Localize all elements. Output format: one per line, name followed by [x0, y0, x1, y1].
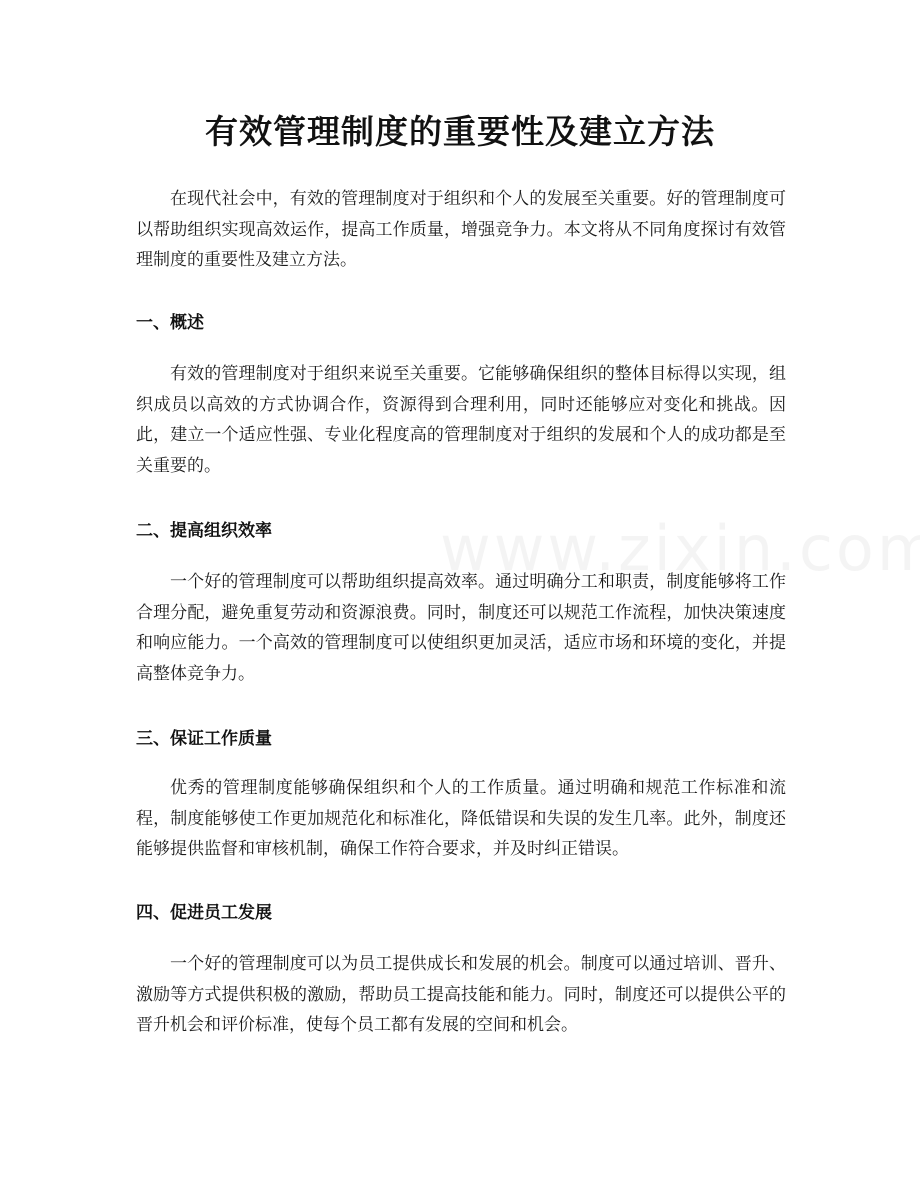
section-body-efficiency: 一个好的管理制度可以帮助组织提高效率。通过明确分工和职责，制度能够将工作合理分配，避免重复劳动和资源浪费。同时，制度还可以规范工作流程，加快决策速度和响应能力。一个高效的管理制度可以使组织更加灵活，适应市场和环境的变化，并提高整体竞争力。 — [136, 572, 786, 684]
section-heading-overview: 一、概述 — [136, 313, 204, 333]
intro-paragraph: 在现代社会中，有效的管理制度对于组织和个人的发展至关重要。好的管理制度可以帮助组织实现高效运作，提高工作质量，增强竞争力。本文将从不同角度探讨有效管理制度的重要性及建立方法。 — [136, 189, 786, 270]
section-heading-employee-development: 四、促进员工发展 — [136, 903, 272, 923]
document-title: 有效管理制度的重要性及建立方法 — [205, 112, 715, 151]
section-heading-quality: 三、保证工作质量 — [136, 729, 272, 749]
section-body-employee-development: 一个好的管理制度可以为员工提供成长和发展的机会。制度可以通过培训、晋升、激励等方式提供积极的激励，帮助员工提高技能和能力。同时，制度还可以提供公平的晋升机会和评价标准，使每个员工都有发展的空间和机会。 — [136, 954, 786, 1035]
section-body-quality: 优秀的管理制度能够确保组织和个人的工作质量。通过明确和规范工作标准和流程，制度能够使工作更加规范化和标准化，降低错误和失误的发生几率。此外，制度还能够提供监督和审核机制，确保工作符合要求，并及时纠正错误。 — [136, 778, 786, 859]
section-heading-efficiency: 二、提高组织效率 — [136, 521, 272, 541]
section-body-overview: 有效的管理制度对于组织来说至关重要。它能够确保组织的整体目标得以实现，组织成员以高效的方式协调合作，资源得到合理利用，同时还能够应对变化和挑战。因此，建立一个适应性强、专业化程度高的管理制度对于组织的发展和个人的成功都是至关重要的。 — [136, 364, 786, 476]
